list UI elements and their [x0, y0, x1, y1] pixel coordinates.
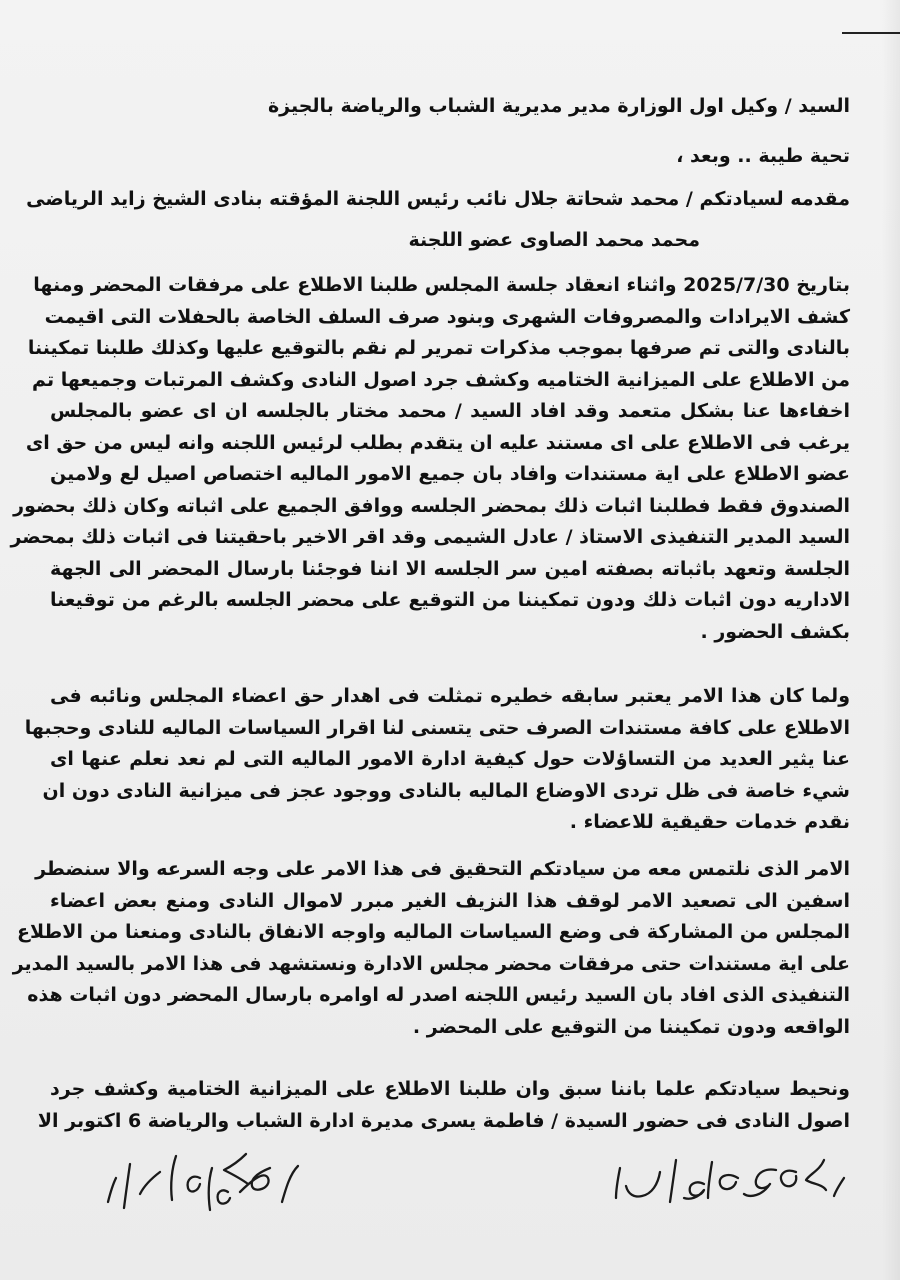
- paragraph-line: شيء خاصة فى ظل تردى الاوضاع الماليه بالنادى ووجود عجز فى ميزانية النادى دون ان: [42, 779, 850, 802]
- paragraph-line: الصندوق فقط فطلبنا اثبات ذلك بمحضر الجلسه ووافق الجميع على اثباته وكان ذلك بحضور: [13, 494, 850, 517]
- signature-right: [600, 1150, 850, 1220]
- paragraph-line: على اية مستندات حتى مرفقات محضر مجلس الادارة ونستشهد فى هذا الامر بالسيد المدير: [12, 952, 850, 975]
- paragraph-line: الجلسة وتعهد باثباته بصفته امين سر الجلسه الا اننا فوجئنا بارسال المحضر الى الجهة: [50, 557, 850, 580]
- signature-left: [100, 1148, 310, 1218]
- paragraph-line: اصول النادى فى حضور السيدة / فاطمة يسرى مديرة ادارة الشباب والرياضة 6 اكتوبر الا: [37, 1109, 850, 1132]
- signature-right-drawing: [600, 1150, 850, 1220]
- paragraph-line: السيد المدير التنفيذى الاستاذ / عادل الشيمى وقد اقر الاخير باحقيتنا فى اثبات ذلك بمحضر: [10, 526, 850, 548]
- paragraph-line: من الاطلاع على الميزانية الختاميه وكشف جرد اصول النادى وكشف المرتبات وجميعها تم: [32, 368, 850, 391]
- addressee-line: السيد / وكيل اول الوزارة مدير مديرية الشباب والرياضة بالجيزة: [267, 95, 850, 117]
- paragraph-line: التنفيذى الذى افاد بان السيد رئيس اللجنه اصدر له اوامره بارسال المحضر دون اثبات هذه: [27, 984, 850, 1006]
- applicant-line: مقدمه لسيادتكم / محمد شحاتة جلال نائب رئيس اللجنة المؤقته بنادى الشيخ زايد الرياضى: [26, 188, 850, 210]
- paragraph-line: بكشف الحضور .: [700, 620, 850, 643]
- paragraph-request-details: [10, 270, 850, 648]
- paragraph-line: الاداريه دون اثبات ذلك ودون تمكيننا من التوقيع على محضر الجلسه بالرغم من توقيعنا: [50, 589, 850, 611]
- paragraph-concern: [24, 681, 850, 839]
- paragraph-notice: [37, 1074, 850, 1137]
- paragraph-line: اسفين الى تصعيد الامر لوقف هذا النزيف الغير مبرر لاموال النادى ومنع بعض اعضاء: [50, 889, 850, 912]
- paragraph-line: كشف الايرادات والمصروفات الشهرى وبنود صرف السلف الخاصة بالحفلات التى اقيمت: [44, 305, 850, 328]
- paragraph-request-investigation: [12, 854, 850, 1043]
- paragraph-line: اخفاءها عنا بشكل متعمد وقد افاد السيد / محمد مختار بالجلسه ان اى عضو بالمجلس: [50, 400, 850, 422]
- signature-left-drawing: [100, 1148, 310, 1218]
- paragraph-line: ونحيط سيادتكم علما باننا سبق وان طلبنا الاطلاع على الميزانية الختامية وكشف جرد: [50, 1078, 850, 1100]
- paragraph-line: الاطلاع على كافة مستندات الصرف حتى يتسنى لنا اقرار السياسات الماليه للنادى وحجبها: [24, 716, 850, 739]
- paragraph-line: ولما كان هذا الامر يعتبر سابقه خطيره تمثلت فى اهدار حق اعضاء المجلس ونائبه فى: [50, 685, 850, 707]
- paragraph-line: عضو الاطلاع على اية مستندات وافاد بان جميع الامور الماليه اختصاص اصيل لع ولامين: [50, 463, 850, 485]
- paragraph-line: نقدم خدمات حقيقية للاعضاء .: [569, 811, 850, 833]
- greeting-line: تحية طيبة .. وبعد ،: [676, 145, 850, 167]
- paragraph-line: بتاريخ 2025/7/30 واثناء انعقاد جلسة المجلس طلبنا الاطلاع على مرفقات المحضر ومنها: [33, 274, 850, 296]
- paragraph-line: عنا يثير العديد من التساؤلات حول كيفية ادارة الامور الماليه التى لم نعد نعلم عنها اى: [50, 748, 850, 770]
- applicant-line: محمد محمد الصاوى عضو اللجنة: [408, 229, 700, 251]
- paragraph-line: المجلس من المشاركة فى وضع السياسات الماليه واوجه الانفاق بالنادى ومنعنا من الاطلاع: [17, 921, 850, 943]
- paragraph-line: الامر الذى نلتمس معه من سيادتكم التحقيق فى هذا الامر على وجه السرعه والا سنضطر: [35, 858, 850, 880]
- paragraph-line: يرغب فى الاطلاع على اى مستند عليه ان يتقدم بطلب لرئيس اللجنه وانه ليس من حق اى: [25, 431, 850, 454]
- paragraph-line: بالنادى والتى تم صرفها بموجب مذكرات تمرير لم نقم بالتوقيع عليها وكذلك طلبنا تمكيننا: [27, 337, 850, 359]
- paragraph-line: الواقعه ودون تمكيننا من التوقيع على المحضر .: [412, 1015, 850, 1038]
- page-shadow: [882, 0, 900, 1280]
